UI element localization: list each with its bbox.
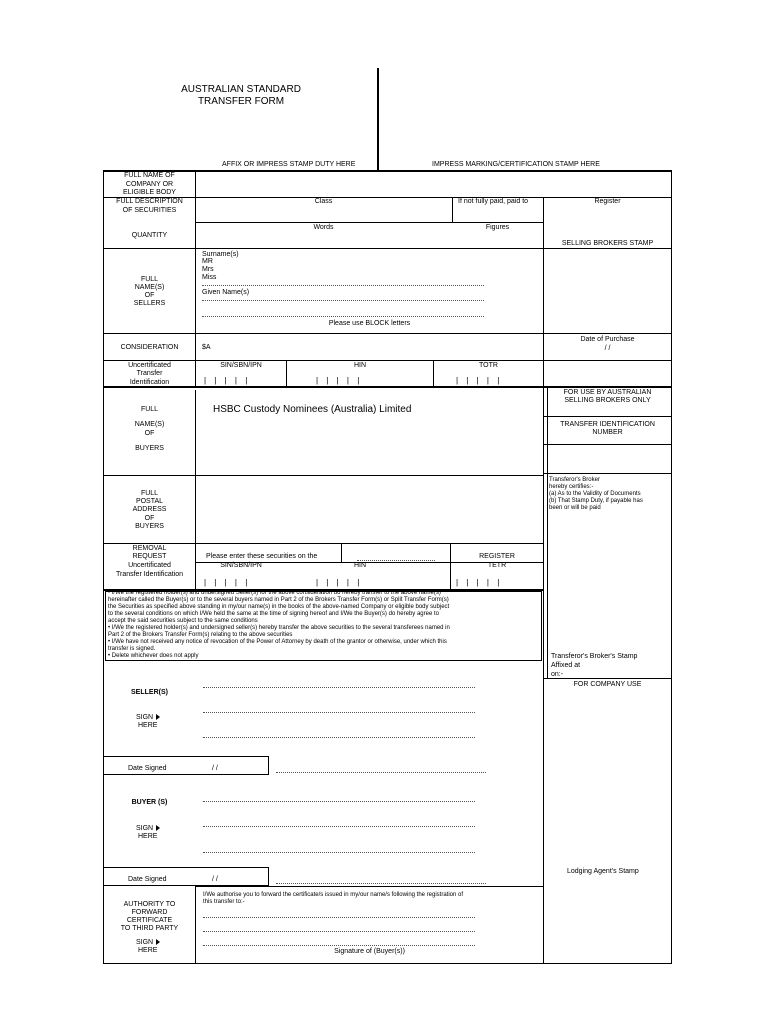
brokers-stamp-label: Transferor's Broker's Stamp xyxy=(551,653,638,660)
tin-label-1: TRANSFER IDENTIFICATION xyxy=(560,421,655,428)
buyer-name-value[interactable]: HSBC Custody Nominees (Australia) Limited xyxy=(213,404,412,415)
seller-sign-label: SELLER(S) xyxy=(131,689,168,696)
totr-ticks[interactable]: | | | | | xyxy=(456,376,503,385)
label-column-divider-2 xyxy=(195,390,196,590)
sellers-label-3: OF xyxy=(144,292,155,299)
buyer-date-line[interactable] xyxy=(276,883,486,884)
removal-label-3: Uncertificated xyxy=(128,562,171,569)
seller-date-value[interactable]: / / xyxy=(212,765,218,772)
declaration-line-3: the Securities as specified above standing in my/our name(s) in the books of the above-named Company or eligible body subject xyxy=(108,604,450,610)
address-label-5: BUYERS xyxy=(135,523,164,530)
address-label-2: POSTAL xyxy=(135,498,164,505)
description-label-2: OF SECURITIES xyxy=(122,207,177,214)
declaration-line-10: • Delete whichever does not apply xyxy=(108,653,199,659)
removal-sin-ticks[interactable]: | | | | | xyxy=(204,578,251,587)
authority-line-2[interactable] xyxy=(203,931,475,932)
consideration-currency: $A xyxy=(202,344,211,351)
buyer-sign-word: SIGN xyxy=(136,825,154,832)
not-fully-paid-label: If not fully paid, paid to xyxy=(458,198,529,205)
buyer-sign-line-1[interactable] xyxy=(203,801,475,802)
arrow-right-icon xyxy=(156,825,160,831)
seller-sign-here-2: HERE xyxy=(138,722,158,729)
marking-stamp-label: IMPRESS MARKING/CERTIFICATION STAMP HERE xyxy=(432,161,600,168)
selling-brokers-stamp-label: SELLING BROKERS STAMP xyxy=(561,240,654,247)
certifies-1: Transferor's Broker xyxy=(549,477,600,483)
description-label-1: FULL DESCRIPTION xyxy=(116,198,183,205)
removal-label-4: Transfer Identification xyxy=(115,571,184,578)
totr-label: TOTR xyxy=(479,362,498,369)
form-title-line1: AUSTRALIAN STANDARD xyxy=(181,84,301,95)
surname-label: Surname(s) xyxy=(202,251,239,258)
removal-hin-label: HIN xyxy=(353,562,367,569)
title-mrs: Mrs xyxy=(202,266,214,273)
header-divider xyxy=(377,68,379,170)
broker-use-header-1: FOR USE BY AUSTRALIAN xyxy=(563,389,652,396)
authority-line-3[interactable] xyxy=(203,945,475,946)
authority-sign-here-2: HERE xyxy=(138,947,158,954)
date-of-purchase-label: Date of Purchase xyxy=(580,336,635,343)
certifies-2: hereby certifies:- xyxy=(549,484,594,490)
quantity-label: QUANTITY xyxy=(131,232,168,239)
buyer-sign-here-1 xyxy=(136,825,160,833)
removal-label-2: REQUEST xyxy=(132,553,167,560)
sin-ticks[interactable]: | | | | | xyxy=(204,376,251,385)
form-right-border xyxy=(671,170,672,963)
buyer-sign-line-3[interactable] xyxy=(203,852,475,853)
seller-date-signed-label: Date Signed xyxy=(128,765,167,772)
seller-sign-here-1 xyxy=(136,714,160,722)
title-mr: MR xyxy=(202,258,213,265)
declaration-line-6: • I/We the registered holder(s) and undersigned seller(s) hereby transfer the above securities to the several transferees named in xyxy=(108,625,450,631)
authority-label-2: FORWARD xyxy=(131,909,168,916)
transfer-id-label-3: Identification xyxy=(129,379,170,386)
arrow-right-icon xyxy=(156,939,160,945)
hin-ticks[interactable]: | | | | | xyxy=(316,376,363,385)
seller-date-line[interactable] xyxy=(276,772,486,773)
register-label: Register xyxy=(594,198,621,205)
sellers-label-1: FULL xyxy=(140,276,159,283)
transfer-id-label-2: Transfer xyxy=(136,370,163,377)
seller-sign-line-1[interactable] xyxy=(203,687,475,688)
company-use-divider xyxy=(543,678,544,963)
declaration-line-8: • I/We have not received any notice of revocation of the Power of Attorney by death of the grantor or otherwise, under which this xyxy=(108,639,447,645)
consideration-label: CONSIDERATION xyxy=(120,344,179,351)
removal-label-1: REMOVAL xyxy=(132,545,167,552)
declaration-line-2: hereinafter called the Buyer(s) or to the several buyers named in Part 2 of the Brokers Transfer Form(s) or Split Transfer Form(s) xyxy=(108,597,449,603)
seller-sign-line-2[interactable] xyxy=(203,712,475,713)
authority-line-1[interactable] xyxy=(203,917,475,918)
please-enter-label: Please enter these securities on the xyxy=(206,553,318,560)
declaration-line-5: accept the said securities subject to the same conditions xyxy=(108,618,258,624)
buyers-label-4: BUYERS xyxy=(135,445,164,452)
seller-sign-word: SIGN xyxy=(136,714,154,721)
removal-register-label: REGISTER xyxy=(479,553,515,560)
stamp-duty-label: AFFIX OR IMPRESS STAMP DUTY HERE xyxy=(222,161,356,168)
affixed-at-label: Affixed at xyxy=(551,662,581,669)
company-label-2: COMPANY OR xyxy=(125,181,174,188)
tetr-label: TETR xyxy=(487,562,507,569)
address-label-3: ADDRESS xyxy=(132,506,167,513)
broker-inner-divider xyxy=(547,386,548,678)
broker-use-header-2: SELLING BROKERS ONLY xyxy=(564,397,651,404)
certifies-4: (b) That Stamp Duty, if payable has xyxy=(549,498,643,504)
class-label: Class xyxy=(314,198,333,205)
sellers-label-4: SELLERS xyxy=(133,300,166,307)
given-name-label: Given Name(s) xyxy=(202,289,250,296)
figures-label: Figures xyxy=(485,224,510,231)
authority-sign-here-1 xyxy=(136,939,160,947)
words-label: Words xyxy=(313,224,334,231)
buyer-sign-label: BUYER (S) xyxy=(131,799,168,806)
buyer-date-signed-label: Date Signed xyxy=(128,876,167,883)
surname-line[interactable] xyxy=(202,285,484,286)
affixed-on-label: on:- xyxy=(551,671,564,678)
buyers-label-1: FULL xyxy=(140,406,159,413)
date-of-purchase-value[interactable]: / / xyxy=(604,345,611,352)
address-label-4: OF xyxy=(144,515,155,522)
authority-label-1: AUTHORITY TO xyxy=(123,901,176,908)
right-column-divider xyxy=(543,197,544,752)
buyers-label-3: OF xyxy=(144,430,155,437)
company-label-3: ELIGIBLE BODY xyxy=(123,189,176,196)
address-label-1: FULL xyxy=(140,490,159,497)
declaration-line-7: Part 2 of the Brokers Transfer Form(s) relating to the above securities xyxy=(108,632,293,638)
sellers-label-2: NAME(S) xyxy=(134,284,165,291)
buyer-date-value[interactable]: / / xyxy=(212,876,218,883)
given-name-line-2[interactable] xyxy=(202,316,484,317)
hin-label: HIN xyxy=(353,362,367,369)
company-label-1: FULL NAME OF xyxy=(124,172,175,179)
removal-sin-label: SIN/SBN/IPN xyxy=(220,562,262,569)
tin-label-2: NUMBER xyxy=(592,429,623,436)
authority-label-4: TO THIRD PARTY xyxy=(120,925,179,932)
sin-label: SIN/SBN/IPN xyxy=(220,362,262,369)
authority-label-3: CERTIFICATE xyxy=(126,917,173,924)
declaration-line-9: transfer is signed. xyxy=(108,646,156,652)
buyers-label-2: NAME(S) xyxy=(134,421,165,428)
declaration-line-4: to the several conditions on which I/We held the same at the time of signing hereof and I/We the Buyer(s) do hereby agree to xyxy=(108,611,439,617)
title-miss: Miss xyxy=(202,274,217,281)
certifies-5: been or will be paid xyxy=(549,505,601,511)
block-letters-note: Please use BLOCK letters xyxy=(328,320,411,327)
authority-text-1: I/We authorise you to forward the certificate/s issued in my/our name/s following the registration of xyxy=(203,892,464,898)
signature-label: Signature of (Buyer(s)) xyxy=(334,948,405,955)
declaration-line-1: • I/We the registered holder(s) and undersigned Seller(s) for the above consideration do hereby transfer to the above name(s) xyxy=(108,590,441,596)
seller-sign-line-3[interactable] xyxy=(203,737,475,738)
removal-hin-ticks[interactable]: | | | | | xyxy=(316,578,363,587)
authority-text-2: this transfer to:- xyxy=(203,899,245,905)
form-bottom-border xyxy=(103,963,672,964)
buyer-sign-here-2: HERE xyxy=(138,833,158,840)
arrow-right-icon xyxy=(156,714,160,720)
buyer-sign-line-2[interactable] xyxy=(203,826,475,827)
given-name-line[interactable] xyxy=(202,300,484,301)
tetr-ticks[interactable]: | | | | | xyxy=(456,578,503,587)
certifies-3: (a) As to the Validity of Documents xyxy=(549,491,641,497)
company-use-label: FOR COMPANY USE xyxy=(573,681,642,688)
form-title-line2: TRANSFER FORM xyxy=(197,96,285,107)
transfer-id-label-1: Uncertificated xyxy=(128,362,171,369)
authority-sign-word: SIGN xyxy=(136,939,154,946)
lodging-stamp-label: Lodging Agent's Stamp xyxy=(567,868,639,875)
register-name-line[interactable] xyxy=(357,560,435,561)
